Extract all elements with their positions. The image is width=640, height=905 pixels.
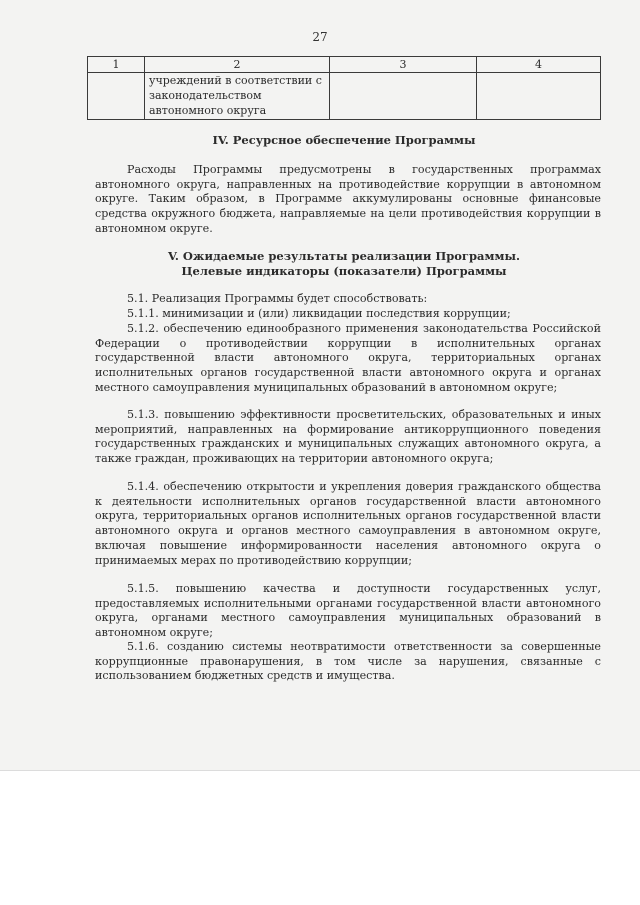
list-item	[95, 582, 601, 641]
section-4-title: IV. Ресурсное обеспечение Программы	[212, 133, 476, 147]
section-5-title-line-2: Целевые индикаторы (показатели) Программы	[181, 264, 507, 278]
table-header-cell: 3	[330, 57, 477, 73]
table-header-cell: 2	[145, 57, 330, 73]
list-item	[95, 322, 601, 396]
table-header-row	[88, 57, 601, 73]
list-item-text: 5.1.5. повышению качества и доступности государственных услуг, предоставляемых исполнительными органами государственной власти автономного округа, органами местного самоуправления муниципальных образований в автономном округе;	[95, 582, 601, 640]
table-row	[88, 73, 601, 120]
table-cell	[330, 73, 477, 120]
section-4-text: Расходы Программы предусмотрены в государственных программах автономного округа, направленных на противодействие коррупции в автономном округе. Таким образом, в Программе аккумулированы основные финансовые средства окружного бюджета, направляемые на цели противодействия коррупции в автономном округе.	[95, 163, 601, 235]
list-item	[95, 408, 601, 467]
list-item	[95, 640, 601, 684]
list-item-text: 5.1.1. минимизации и (или) ликвидации последствия коррупции;	[127, 307, 511, 320]
table-cell	[88, 73, 145, 120]
continuation-table	[87, 56, 601, 120]
list-item-text: 5.1.3. повышению эффективности просветительских, образовательных и иных мероприятий, направленных на формирование антикоррупционного поведения государственных гражданских и муниципальных служащих автономного округа, а также граждан, проживающих на территории автономного округа;	[95, 408, 601, 466]
list-item	[95, 480, 601, 568]
list-item-text: 5.1.4. обеспечению открытости и укрепления доверия гражданского общества к деятельности исполнительных органов государственной власти автономного округа, территориальных органов исполнительных органов государственной власти автономного округа и органов местного самоуправления в автономном округе, включая повышение информированности населения автономного округа о принимаемых мерах по противодействию коррупции;	[95, 480, 601, 567]
section-5-intro	[95, 292, 601, 307]
table-cell	[477, 73, 601, 120]
list-item-text: 5.1.6. созданию системы неотвратимости ответственности за совершенные коррупционные правонарушения, в том числе за нарушения, связанные с использованием бюджетных средств и имущества.	[95, 640, 601, 683]
list-item-text: 5.1.2. обеспечению единообразного применения законодательства Российской Федерации о противодействии коррупции в исполнительных органах государственной власти автономного округа, территориальных органах исполнительных органов государственной власти автономного округа и органах местного самоуправления муниципальных образований в автономном округе;	[95, 322, 601, 394]
table-cell: учреждений в соответствии с законодательством автономного округа	[145, 73, 330, 120]
section-5-intro-text: 5.1. Реализация Программы будет способствовать:	[127, 292, 428, 305]
section-4-paragraph	[95, 163, 601, 237]
table-header-cell: 4	[477, 57, 601, 73]
page-number: 27	[312, 30, 328, 44]
table-header-cell: 1	[88, 57, 145, 73]
list-item	[95, 307, 601, 322]
section-5-title-line-1: V. Ожидаемые результаты реализации Программы.	[168, 249, 520, 263]
